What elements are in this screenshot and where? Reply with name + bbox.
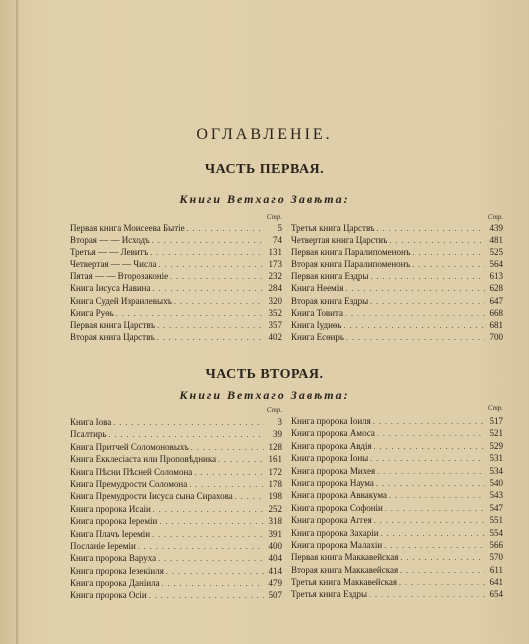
toc-entry: [70, 565, 282, 577]
toc-entry-title: Посланіе Іереміи: [70, 540, 136, 551]
part2-left-rows: [70, 416, 282, 602]
toc-leader-dots: [400, 552, 485, 563]
toc-entry-title: Книга пророка Варуха: [70, 553, 157, 564]
part1-right-rows: [291, 222, 503, 343]
toc-leader-dots: [189, 479, 264, 490]
toc-entry-title: Книга пророка Іезекіиля: [70, 565, 164, 576]
part2-right-rows: [291, 415, 503, 601]
toc-entry: [70, 503, 282, 515]
toc-entry-page: 641: [489, 577, 503, 588]
toc-entry-page: 531: [489, 453, 503, 464]
toc-leader-dots: [412, 247, 485, 258]
toc-entry-title: Книга пророка Іоны: [291, 453, 369, 464]
toc-leader-dots: [400, 565, 485, 576]
toc-entry-page: 284: [268, 283, 282, 294]
toc-entry-title: Первая книга Царствъ: [70, 319, 156, 330]
toc-entry-title: Книга пророка Захаріи: [291, 527, 379, 538]
toc-leader-dots: [381, 528, 485, 539]
toc-entry-title: Книга Пѣсни Пѣсней Соломона: [70, 466, 193, 477]
toc-entry-title: Книга пророка Іоиля: [291, 416, 371, 426]
toc-entry-page: 318: [268, 516, 282, 527]
toc-entry-page: 564: [489, 259, 503, 270]
toc-entry-page: 131: [268, 247, 282, 258]
toc-entry: [291, 427, 503, 439]
toc-entry-page: 479: [268, 578, 282, 589]
toc-leader-dots: [109, 429, 264, 440]
toc-entry: [70, 540, 282, 552]
toc-leader-dots: [153, 504, 264, 515]
toc-entry: [70, 234, 282, 246]
toc-entry-title: Третья — — Левитъ: [70, 247, 149, 258]
toc-entry: [70, 222, 282, 234]
toc-entry-page: 525: [489, 247, 503, 258]
toc-leader-dots: [170, 271, 264, 282]
toc-entry-page: 173: [268, 259, 282, 270]
toc-entry-title: Книга Премудрости Соломона: [70, 478, 188, 489]
toc-entry: [291, 415, 503, 427]
toc-entry-title: Книга пророка Исаіи: [70, 503, 151, 514]
toc-entry-page: 529: [489, 440, 503, 451]
toc-entry-title: Книга пророка Софоніи: [291, 502, 383, 513]
part1-left-page-label: Стр.: [266, 213, 282, 221]
toc-entry: [70, 282, 282, 294]
toc-entry-title: Вторая — — Исходъ: [70, 235, 150, 246]
toc-leader-dots: [384, 540, 485, 551]
toc-entry: [70, 441, 282, 453]
toc-leader-dots: [187, 223, 264, 234]
toc-entry-page: 39: [273, 429, 282, 440]
toc-leader-dots: [158, 259, 264, 270]
toc-entry-page: 232: [268, 271, 282, 282]
toc-leader-dots: [116, 308, 264, 319]
toc-entry: [70, 577, 282, 589]
toc-entry-title: Книга пророка Наума: [291, 477, 374, 488]
toc-entry-page: 320: [268, 295, 282, 306]
toc-entry-title: Вторая книга Царствъ: [70, 331, 155, 342]
toc-entry: [291, 270, 503, 282]
toc-entry-title: Книга Притчей Соломоновыхъ: [70, 441, 189, 452]
toc-entry-page: 402: [268, 331, 282, 342]
toc-leader-dots: [235, 491, 264, 502]
toc-entry: [70, 589, 282, 601]
toc-entry-page: 547: [489, 502, 503, 513]
toc-entry-title: Вторая книга Маккавейская: [291, 564, 399, 575]
toc-entry-page: 534: [489, 465, 503, 476]
toc-entry-page: 507: [268, 590, 282, 601]
toc-leader-dots: [369, 589, 485, 600]
toc-entry: [70, 270, 282, 282]
toc-leader-dots: [346, 332, 485, 343]
toc-entry-page: 252: [268, 503, 282, 514]
toc-entry-title: Книга пророка Авдія: [291, 440, 372, 451]
toc-entry-title: Третья книга Ездры: [291, 589, 368, 600]
toc-entry-title: Третья книга Царствъ: [291, 223, 375, 233]
toc-entry-page: 681: [489, 319, 503, 330]
part2-right-page-label: Стр.: [487, 404, 503, 412]
toc-entry: [291, 564, 503, 576]
toc-entry: [70, 478, 282, 490]
toc-leader-dots: [377, 223, 485, 234]
toc-entry-page: 613: [489, 271, 503, 282]
toc-leader-dots: [345, 283, 485, 294]
toc-leader-dots: [152, 529, 264, 540]
toc-entry-title: Четвертая книга Царствъ: [291, 235, 388, 246]
toc-entry: [70, 428, 282, 440]
toc-entry-page: 400: [268, 540, 282, 551]
toc-entry: [291, 234, 503, 246]
toc-entry: [70, 295, 282, 307]
toc-leader-dots: [370, 453, 485, 464]
toc-leader-dots: [174, 296, 264, 307]
toc-leader-dots: [370, 296, 485, 307]
toc-entry-title: Книга пророка Аввакума: [291, 490, 387, 501]
toc-entry-title: Первая книга Паралипоменонъ: [291, 247, 411, 258]
toc-leader-dots: [138, 541, 264, 552]
toc-entry: [291, 527, 503, 539]
toc-entry-page: 404: [268, 553, 282, 564]
toc-entry: [70, 307, 282, 319]
toc-entry-title: Книга Неемія: [291, 283, 344, 294]
toc-entry-page: 74: [273, 235, 282, 246]
toc-entry: [70, 466, 282, 478]
toc-entry-page: 521: [489, 428, 503, 439]
part2-left-page-label: Стр.: [266, 406, 282, 414]
toc-entry-page: 628: [489, 283, 503, 294]
toc-entry: [70, 258, 282, 270]
part1-heading: ЧАСТЬ ПЕРВАЯ.: [204, 162, 325, 177]
toc-entry-page: 551: [489, 515, 503, 526]
toc-entry-page: 5: [277, 223, 282, 233]
toc-entry-title: Вторая книга Паралипоменонъ: [291, 259, 411, 270]
toc-leader-dots: [374, 515, 485, 526]
toc-entry: [70, 453, 282, 465]
toc-entry: [70, 528, 282, 540]
toc-leader-dots: [113, 417, 264, 428]
toc-entry: [291, 440, 503, 452]
toc-leader-dots: [152, 235, 264, 246]
toc-entry-title: Книга Судей Израилевыхъ: [70, 295, 172, 306]
toc-entry-title: Первая книга Маккавейская: [291, 552, 399, 563]
toc-entry-page: 198: [268, 491, 282, 502]
toc-entry: [291, 319, 503, 331]
part2-heading: ЧАСТЬ ВТОРАЯ.: [205, 367, 324, 382]
part1-left-rows: [70, 222, 282, 343]
toc-entry-page: 439: [489, 223, 503, 233]
toc-leader-dots: [377, 428, 485, 439]
toc-entry-page: 517: [489, 416, 503, 426]
toc-entry-title: Книга пророка Амоса: [291, 428, 375, 439]
toc-entry-page: 3: [277, 417, 282, 427]
toc-leader-dots: [191, 442, 264, 453]
toc-entry: [70, 246, 282, 258]
toc-entry-title: Вторая книга Ездры: [291, 295, 369, 306]
toc-entry: [291, 588, 503, 600]
toc-entry: [291, 489, 503, 501]
toc-leader-dots: [152, 283, 264, 294]
toc-entry-page: 540: [489, 477, 503, 488]
toc-leader-dots: [389, 235, 485, 246]
toc-entry-title: Первая книга Моисеева Бытіе: [70, 223, 185, 233]
toc-entry-title: Пятая — — Второзаконіе: [70, 271, 169, 282]
toc-entry: [291, 331, 503, 343]
toc-entry: [291, 539, 503, 551]
toc-entry-title: Книга Товита: [291, 307, 343, 318]
toc-entry-title: Книга Плачъ Іереміи: [70, 528, 151, 539]
toc-entry: [291, 258, 503, 270]
toc-leader-dots: [373, 416, 485, 427]
toc-leader-dots: [376, 478, 485, 489]
toc-entry: [291, 551, 503, 563]
part1-right-page-label: Стр.: [487, 213, 503, 221]
toc-entry-page: 543: [489, 490, 503, 501]
toc-entry: [70, 490, 282, 502]
toc-entry-title: Книга Іова: [70, 417, 112, 427]
toc-entry-title: Книга пророка Аггея: [291, 515, 372, 526]
toc-leader-dots: [370, 271, 485, 282]
toc-entry-title: Третья книга Маккавейская: [291, 577, 397, 588]
toc-leader-dots: [159, 516, 264, 527]
part2-section-heading: Книги Ветхаго Завѣта:: [179, 388, 350, 402]
toc-entry-page: 700: [489, 331, 503, 342]
toc-entry-page: 352: [268, 307, 282, 318]
toc-leader-dots: [345, 308, 485, 319]
toc-entry-title: Книга пророка Малахіи: [291, 539, 383, 550]
toc-entry-title: Книга пророка Осіи: [70, 590, 147, 601]
toc-leader-dots: [399, 577, 485, 588]
toc-entry-title: Книга Есѳирь: [291, 331, 344, 342]
toc-leader-dots: [344, 320, 485, 331]
toc-entry-page: 611: [489, 564, 503, 575]
toc-leader-dots: [149, 590, 264, 601]
toc-entry: [291, 452, 503, 464]
toc-entry-title: Первая книга Ездры: [291, 271, 369, 282]
toc-entry-page: 654: [489, 589, 503, 600]
toc-entry: [291, 307, 503, 319]
toc-entry-title: Книга Руѳь: [70, 307, 114, 318]
toc-leader-dots: [374, 441, 485, 452]
toc-entry-page: 414: [268, 565, 282, 576]
toc-entry-title: Четвертая — — Числа: [70, 259, 157, 270]
toc-leader-dots: [157, 332, 264, 343]
toc-entry-page: 668: [489, 307, 503, 318]
toc-leader-dots: [218, 454, 264, 465]
toc-leader-dots: [377, 466, 485, 477]
toc-entry: [70, 331, 282, 343]
toc-leader-dots: [166, 566, 264, 577]
toc-entry-title: Книга пророка Михея: [291, 465, 376, 476]
toc-entry-page: 566: [489, 539, 503, 550]
toc-entry: [291, 502, 503, 514]
toc-entry-page: 357: [268, 319, 282, 330]
toc-entry: [70, 319, 282, 331]
toc-entry-title: Книга Премудрости Іисуса сына Сирахова: [70, 491, 233, 502]
toc-leader-dots: [194, 467, 264, 478]
page-gutter-shadow: [16, 0, 18, 644]
toc-entry-title: Книга пророка Даніила: [70, 578, 160, 589]
toc-entry: [291, 576, 503, 588]
toc-entry-page: 161: [268, 454, 282, 465]
toc-entry-page: 128: [268, 441, 282, 452]
toc-entry: [291, 222, 503, 234]
toc-entry-page: 178: [268, 478, 282, 489]
toc-entry-page: 481: [489, 235, 503, 246]
toc-entry-title: Книга Іисуса Навина: [70, 283, 151, 294]
toc-leader-dots: [385, 503, 485, 514]
toc-leader-dots: [157, 320, 264, 331]
toc-entry-page: 554: [489, 527, 503, 538]
toc-entry-page: 647: [489, 295, 503, 306]
toc-leader-dots: [412, 259, 485, 270]
toc-entry-page: 570: [489, 552, 503, 563]
toc-leader-dots: [150, 247, 264, 258]
toc-entry-page: 172: [268, 466, 282, 477]
toc-entry: [70, 416, 282, 428]
toc-entry: [291, 295, 503, 307]
toc-entry-title: Книга Екклесіаста или Проповѣдника: [70, 454, 217, 465]
toc-leader-dots: [389, 490, 485, 501]
toc-leader-dots: [158, 553, 264, 564]
toc-entry: [291, 282, 503, 294]
toc-entry-title: Книга пророка Іереміи: [70, 516, 158, 527]
toc-entry: [291, 246, 503, 258]
toc-entry-title: Псалтирь: [70, 429, 107, 440]
toc-leader-dots: [162, 578, 264, 589]
toc-entry: [70, 515, 282, 527]
toc-entry: [291, 477, 503, 489]
toc-entry-title: Книга Іудиѳь: [291, 319, 342, 330]
part1-section-heading: Книги Ветхаго Завѣта:: [179, 192, 350, 206]
toc-entry: [70, 552, 282, 564]
toc-entry: [291, 465, 503, 477]
toc-entry-page: 391: [268, 528, 282, 539]
page-title: ОГЛАВЛЕНІЕ.: [196, 126, 333, 143]
toc-entry: [291, 514, 503, 526]
